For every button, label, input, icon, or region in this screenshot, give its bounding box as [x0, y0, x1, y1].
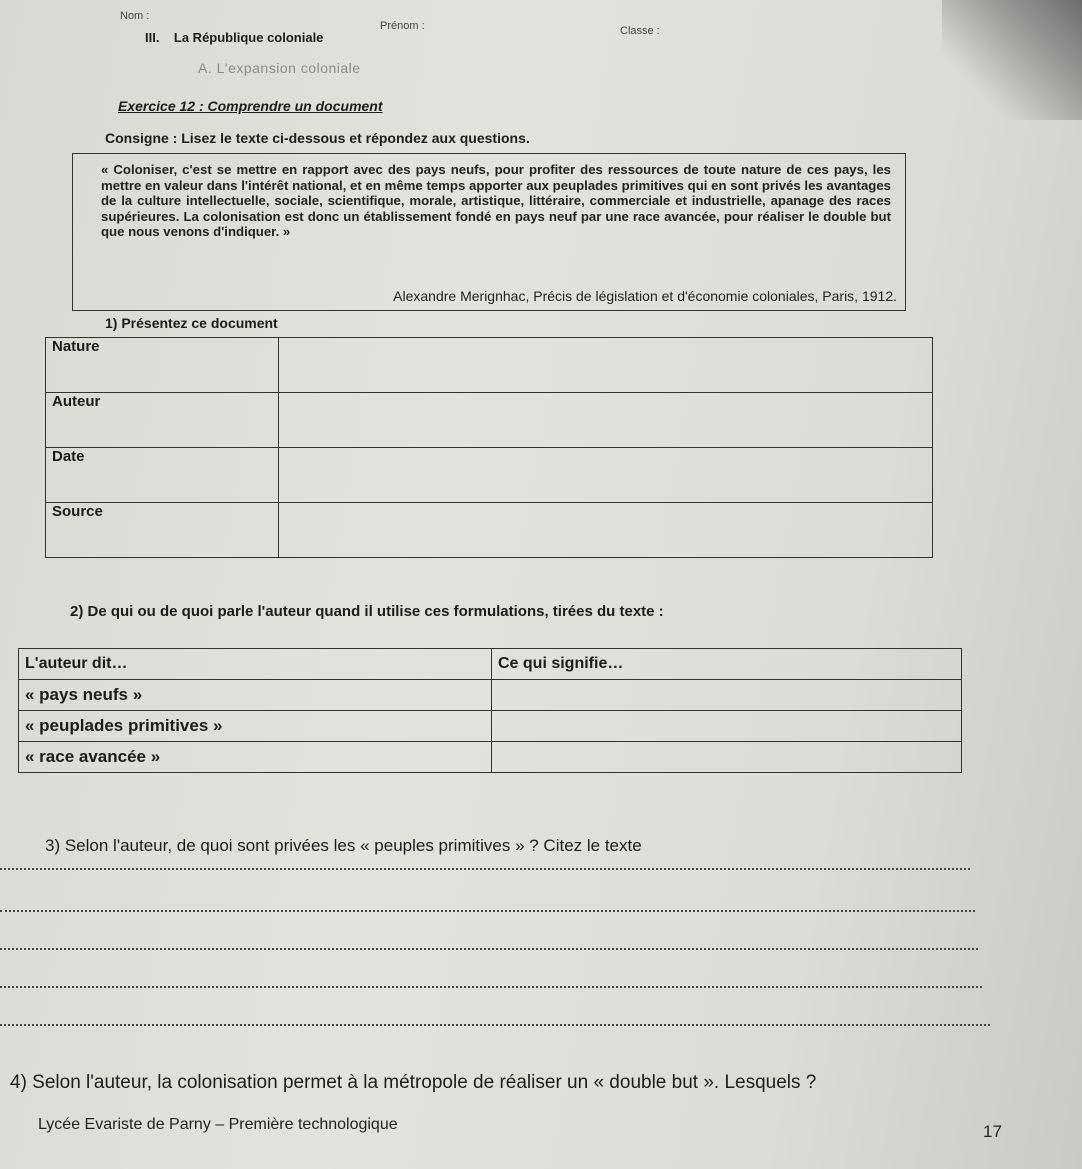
- answer-cell-source[interactable]: [279, 503, 933, 558]
- footer-school: Lycée Evariste de Parny – Première technologique: [38, 1116, 398, 1133]
- row-label-date: Date: [46, 448, 279, 503]
- table-row: [46, 338, 933, 393]
- exercise-instruction: Consigne : Lisez le texte ci-dessous et répondez aux questions.: [105, 130, 530, 146]
- column-header-meaning: Ce qui signifie…: [492, 649, 962, 680]
- table-row: [19, 680, 962, 711]
- table-row: [46, 503, 933, 558]
- question-2: 2) De qui ou de quoi parle l'auteur quand il utilise ces formulations, tirées du texte :: [70, 603, 664, 620]
- answer-line-5[interactable]: [0, 1024, 990, 1026]
- formulation-pays-neufs: « pays neufs »: [19, 680, 492, 711]
- table-row: [19, 742, 962, 773]
- answer-line-4[interactable]: [0, 986, 982, 988]
- formulations-table: [18, 648, 962, 773]
- quote-text: « Coloniser, c'est se mettre en rapport avec des pays neufs, pour profiter des ressources de toute nature de ces pays, les mettre en valeur dans l'intérêt national, et en même temps apporter aux peuplades primitives qui en sont privés les avantages de la culture intellectuelle, sociale, scientifique, morale, artistique, littéraire, commerciale et industrielle, apanage des races supérieures. La colonisation est donc un établissement fondé en pays neuf par une race avancée, pour réaliser le double but que nous venons d'indiquer. »: [101, 162, 891, 239]
- quote-citation: Alexandre Merignhac, Précis de législation et d'économie coloniales, Paris, 1912.: [393, 288, 897, 304]
- quote-box: [72, 153, 906, 311]
- question-3: 3) Selon l'auteur, de quoi sont privées les « peuples primitives » ? Citez le texte: [45, 836, 642, 855]
- answer-line-3[interactable]: [0, 948, 978, 950]
- subsection-title: A. L'expansion coloniale: [198, 60, 361, 76]
- row-label-nature: Nature: [46, 338, 279, 393]
- formulation-peuplades-primitives: « peuplades primitives »: [19, 711, 492, 742]
- meaning-cell-2[interactable]: [492, 711, 962, 742]
- presentation-table: [45, 337, 933, 558]
- formulation-race-avancee: « race avancée »: [19, 742, 492, 773]
- answer-cell-nature[interactable]: [279, 338, 933, 393]
- question-1: 1) Présentez ce document: [105, 315, 278, 331]
- column-header-author-says: L'auteur dit…: [19, 649, 492, 680]
- row-label-auteur: Auteur: [46, 393, 279, 448]
- nom-label: Nom :: [120, 10, 150, 22]
- answer-cell-auteur[interactable]: [279, 393, 933, 448]
- meaning-cell-1[interactable]: [492, 680, 962, 711]
- answer-line-1[interactable]: [0, 868, 970, 870]
- photo-shadow: [942, 0, 1082, 120]
- prenom-label: Prénom :: [380, 20, 425, 32]
- table-row: [46, 448, 933, 503]
- classe-label: Classe :: [620, 25, 660, 37]
- row-label-source: Source: [46, 503, 279, 558]
- meaning-cell-3[interactable]: [492, 742, 962, 773]
- page-number: 17: [983, 1122, 1002, 1141]
- table-row: [46, 393, 933, 448]
- table-row: [19, 711, 962, 742]
- question-4: 4) Selon l'auteur, la colonisation permet à la métropole de réaliser un « double but ». Lesquels ?: [10, 1072, 817, 1093]
- answer-cell-date[interactable]: [279, 448, 933, 503]
- table-header-row: [19, 649, 962, 680]
- answer-line-2[interactable]: [0, 910, 975, 912]
- exercise-title: Exercice 12 : Comprendre un document: [118, 98, 383, 114]
- section-title: III. La République coloniale: [145, 30, 324, 45]
